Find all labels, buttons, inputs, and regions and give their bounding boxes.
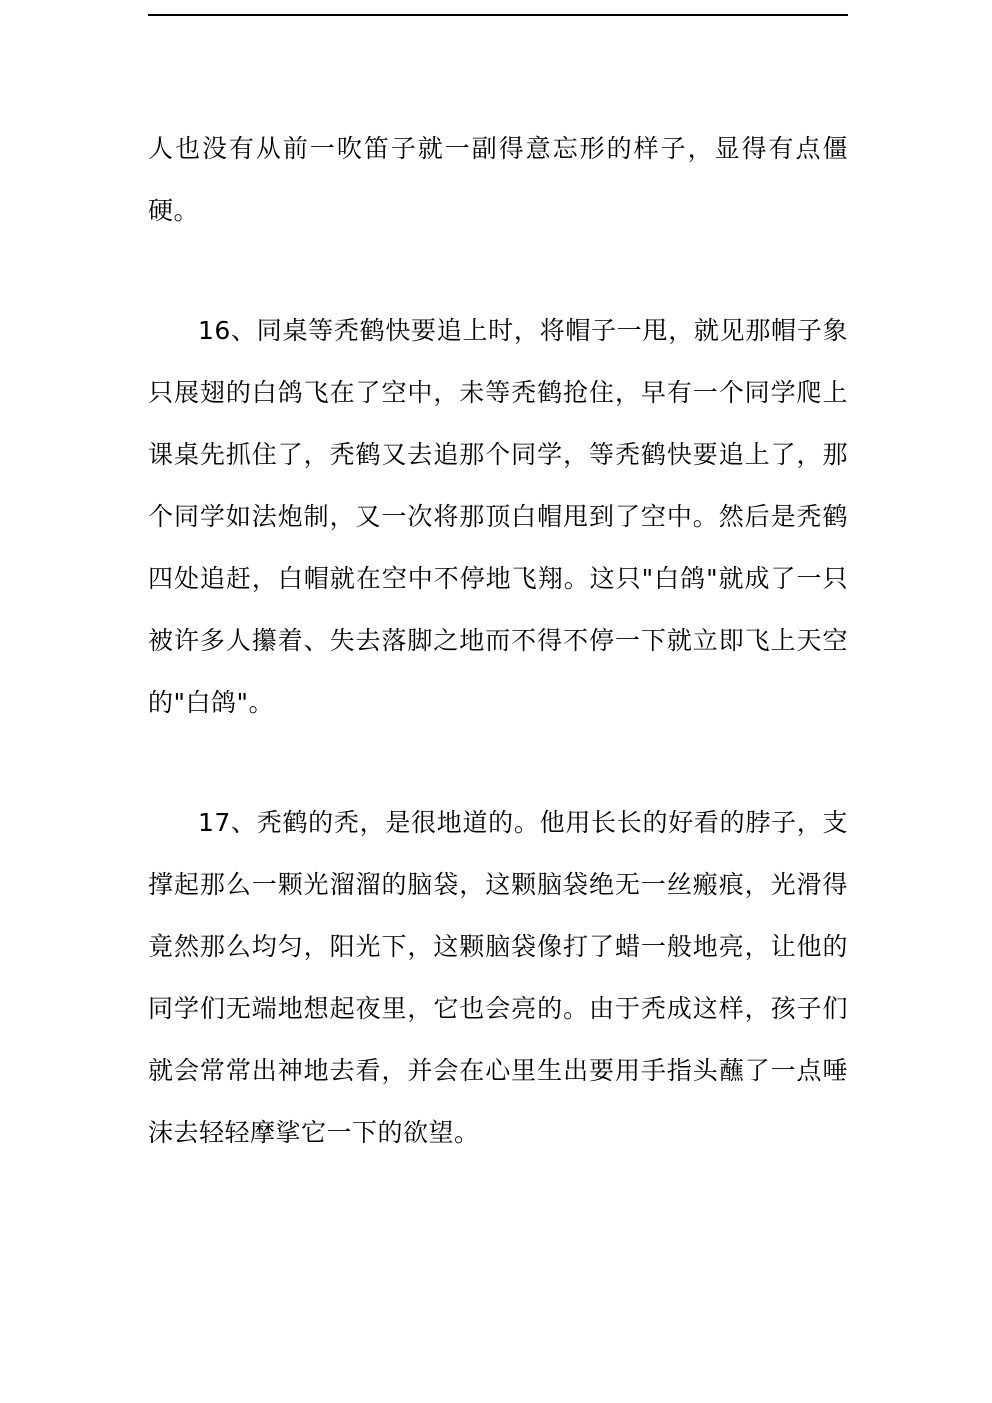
paragraph-spacer xyxy=(148,242,848,300)
paragraph-continued: 人也没有从前一吹笛子就一副得意忘形的样子，显得有点僵硬。 xyxy=(148,134,848,225)
document-body xyxy=(148,118,848,1164)
paragraph-item-16: 16、同桌等秃鹤快要追上时，将帽子一甩，就见那帽子象只展翅的白鸽飞在了空中，未等秃鹤抢住，早有一个同学爬上课桌先抓住了，秃鹤又去追那个同学，等秃鹤快要追上了，那个同学如法炮制，又一次将那顶白帽甩到了空中。然后是秃鹤四处追赶，白帽就在空中不停地飞翔。这只"白鸽"就成了一只被许多人攥着、失去落脚之地而不得不停一下就立即飞上天空的"白鸽"。 xyxy=(148,316,848,717)
paragraph-item-17: 17、秃鹤的秃，是很地道的。他用长长的好看的脖子，支撑起那么一颗光溜溜的脑袋，这颗脑袋绝无一丝瘢痕，光滑得竟然那么均匀，阳光下，这颗脑袋像打了蜡一般地亮，让他的同学们无端地想起夜里，它也会亮的。由于秃成这样，孩子们就会常常出神地去看，并会在心里生出要用手指头蘸了一点唾沫去轻轻摩挲它一下的欲望。 xyxy=(148,808,848,1147)
paragraph-spacer xyxy=(148,734,848,792)
header-rule xyxy=(148,14,848,16)
